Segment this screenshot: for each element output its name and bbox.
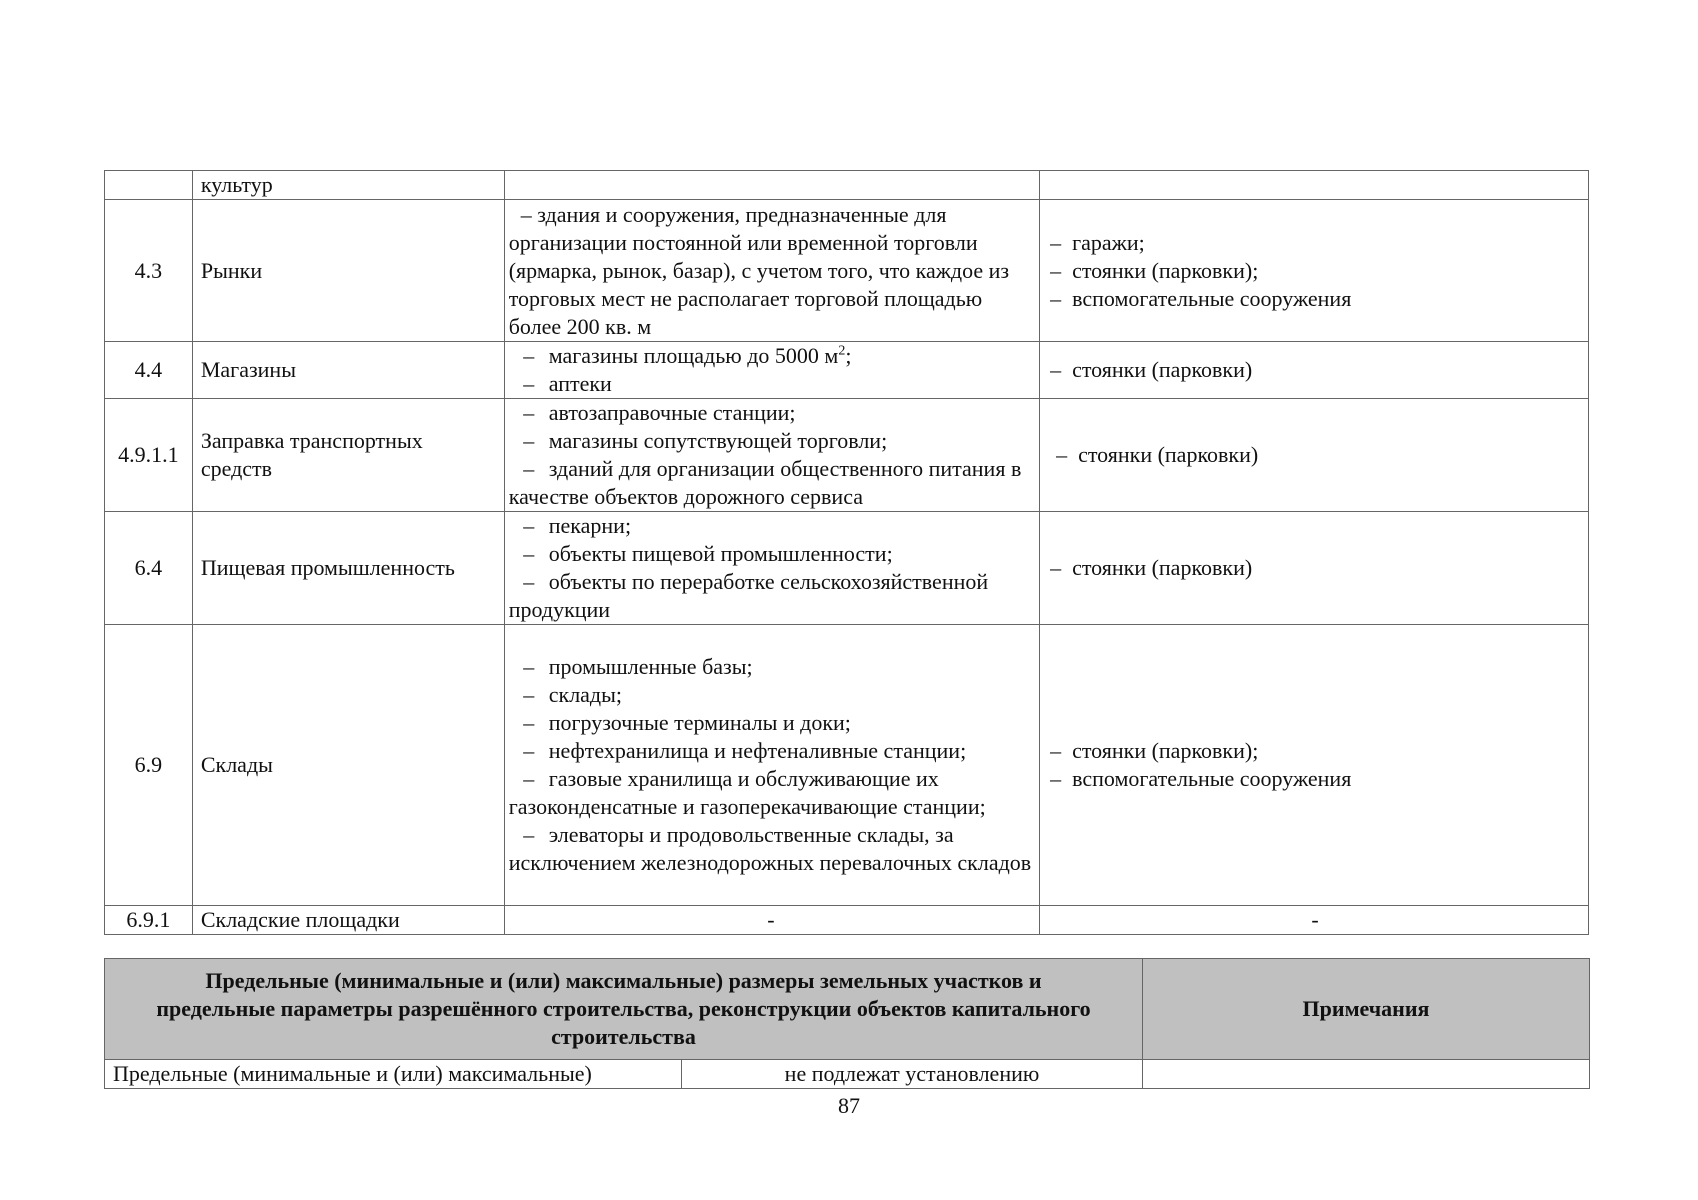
aux-use-item: – стоянки (парковки) bbox=[1050, 555, 1253, 580]
use-name-cell: Складские площадки bbox=[192, 906, 504, 935]
auxiliary-uses-cell: - bbox=[1040, 906, 1589, 935]
table-row bbox=[105, 399, 1589, 512]
table-row bbox=[105, 342, 1589, 399]
use-code-cell: 6.9 bbox=[105, 625, 193, 906]
main-uses-cell bbox=[504, 171, 1039, 200]
main-use-item: – магазины сопутствующей торговли; bbox=[523, 428, 888, 453]
main-use-item: – магазины площадью до 5000 $м^2$; bbox=[523, 343, 852, 368]
parameter-value-cell: не подлежат установлению bbox=[682, 1060, 1143, 1089]
aux-use-item: – вспомогательные сооружения bbox=[1050, 766, 1352, 791]
use-code-cell: 4.9.1.1 bbox=[105, 399, 193, 512]
main-use-item: – зданий для организации общественного питания в качестве объектов дорожного сервиса bbox=[508, 456, 1022, 509]
auxiliary-uses-cell bbox=[1040, 512, 1589, 625]
use-code-cell: 6.9.1 bbox=[105, 906, 193, 935]
use-name-cell: культур bbox=[192, 171, 504, 200]
use-name-cell: Склады bbox=[192, 625, 504, 906]
use-name-cell: Рынки bbox=[192, 200, 504, 342]
use-name-cell: Магазины bbox=[192, 342, 504, 399]
main-uses-cell bbox=[504, 399, 1039, 512]
use-code-cell: 4.4 bbox=[105, 342, 193, 399]
main-use-item: – элеваторы и продовольственные склады, за исключением железнодорожных перевалочных складов bbox=[508, 822, 1032, 875]
auxiliary-uses-cell bbox=[1040, 625, 1589, 906]
aux-use-item: – стоянки (парковки); bbox=[1050, 738, 1259, 763]
use-name-cell: Заправка транспортных средств bbox=[192, 399, 504, 512]
parameter-note-cell bbox=[1143, 1060, 1590, 1089]
table-row bbox=[105, 625, 1589, 906]
main-uses-cell bbox=[504, 200, 1039, 342]
main-use-item: – объекты по переработке сельскохозяйственной продукции bbox=[508, 569, 989, 622]
main-use-item: – здания и сооружения, предназначенные для организации постоянной или временной торговли (ярмарка, рынок, базар), с учетом того, что каждое из торговых мест не располагает торговой площадью более 200 кв. м bbox=[508, 201, 1010, 339]
main-use-item: – газовые хранилища и обслуживающие их газоконденсатные и газоперекачивающие станции; bbox=[508, 766, 986, 819]
use-name-cell: Пищевая промышленность bbox=[192, 512, 504, 625]
main-uses-cell: - bbox=[504, 906, 1039, 935]
permitted-uses-table bbox=[104, 170, 1589, 935]
table-header-row bbox=[105, 959, 1590, 1060]
auxiliary-uses-cell bbox=[1040, 171, 1589, 200]
main-use-item: – нефтехранилища и нефтеналивные станции; bbox=[523, 738, 967, 763]
use-code-cell bbox=[105, 171, 193, 200]
main-uses-cell bbox=[504, 342, 1039, 399]
table-row bbox=[105, 512, 1589, 625]
parameter-label-cell: Предельные (минимальные и (или) максимальные) bbox=[105, 1060, 682, 1089]
use-code-cell: 4.3 bbox=[105, 200, 193, 342]
aux-use-item: – стоянки (парковки) bbox=[1056, 442, 1259, 467]
aux-use-item: – вспомогательные сооружения bbox=[1050, 285, 1352, 311]
main-uses-cell bbox=[504, 512, 1039, 625]
main-use-item: – объекты пищевой промышленности; bbox=[523, 541, 893, 566]
auxiliary-uses-cell bbox=[1040, 399, 1589, 512]
table-row bbox=[105, 200, 1589, 342]
notes-header: Примечания bbox=[1143, 959, 1590, 1060]
parameters-table bbox=[104, 958, 1590, 1089]
page-number: 87 bbox=[838, 1093, 860, 1118]
table-row bbox=[105, 1060, 1590, 1089]
auxiliary-uses-cell bbox=[1040, 200, 1589, 342]
parameters-header: Предельные (минимальные и (или) максимальные) размеры земельных участков и предельные параметры разрешённого строительства, реконструкции объектов капитального строительства bbox=[105, 959, 1143, 1060]
main-use-item: – промышленные базы; bbox=[523, 654, 753, 679]
main-use-item: – автозаправочные станции; bbox=[523, 400, 796, 425]
main-use-item: – пекарни; bbox=[523, 513, 632, 538]
use-code-cell: 6.4 bbox=[105, 512, 193, 625]
aux-use-item: – стоянки (парковки); bbox=[1050, 257, 1259, 283]
table-row bbox=[105, 171, 1589, 200]
main-use-item: – погрузочные терминалы и доки; bbox=[523, 710, 851, 735]
main-uses-cell bbox=[504, 625, 1039, 906]
table-row bbox=[105, 906, 1589, 935]
auxiliary-uses-cell bbox=[1040, 342, 1589, 399]
main-use-item: – склады; bbox=[523, 682, 623, 707]
aux-use-item: – гаражи; bbox=[1050, 229, 1145, 255]
main-use-item: – аптеки bbox=[523, 371, 612, 396]
aux-use-item: – стоянки (парковки) bbox=[1050, 357, 1253, 382]
